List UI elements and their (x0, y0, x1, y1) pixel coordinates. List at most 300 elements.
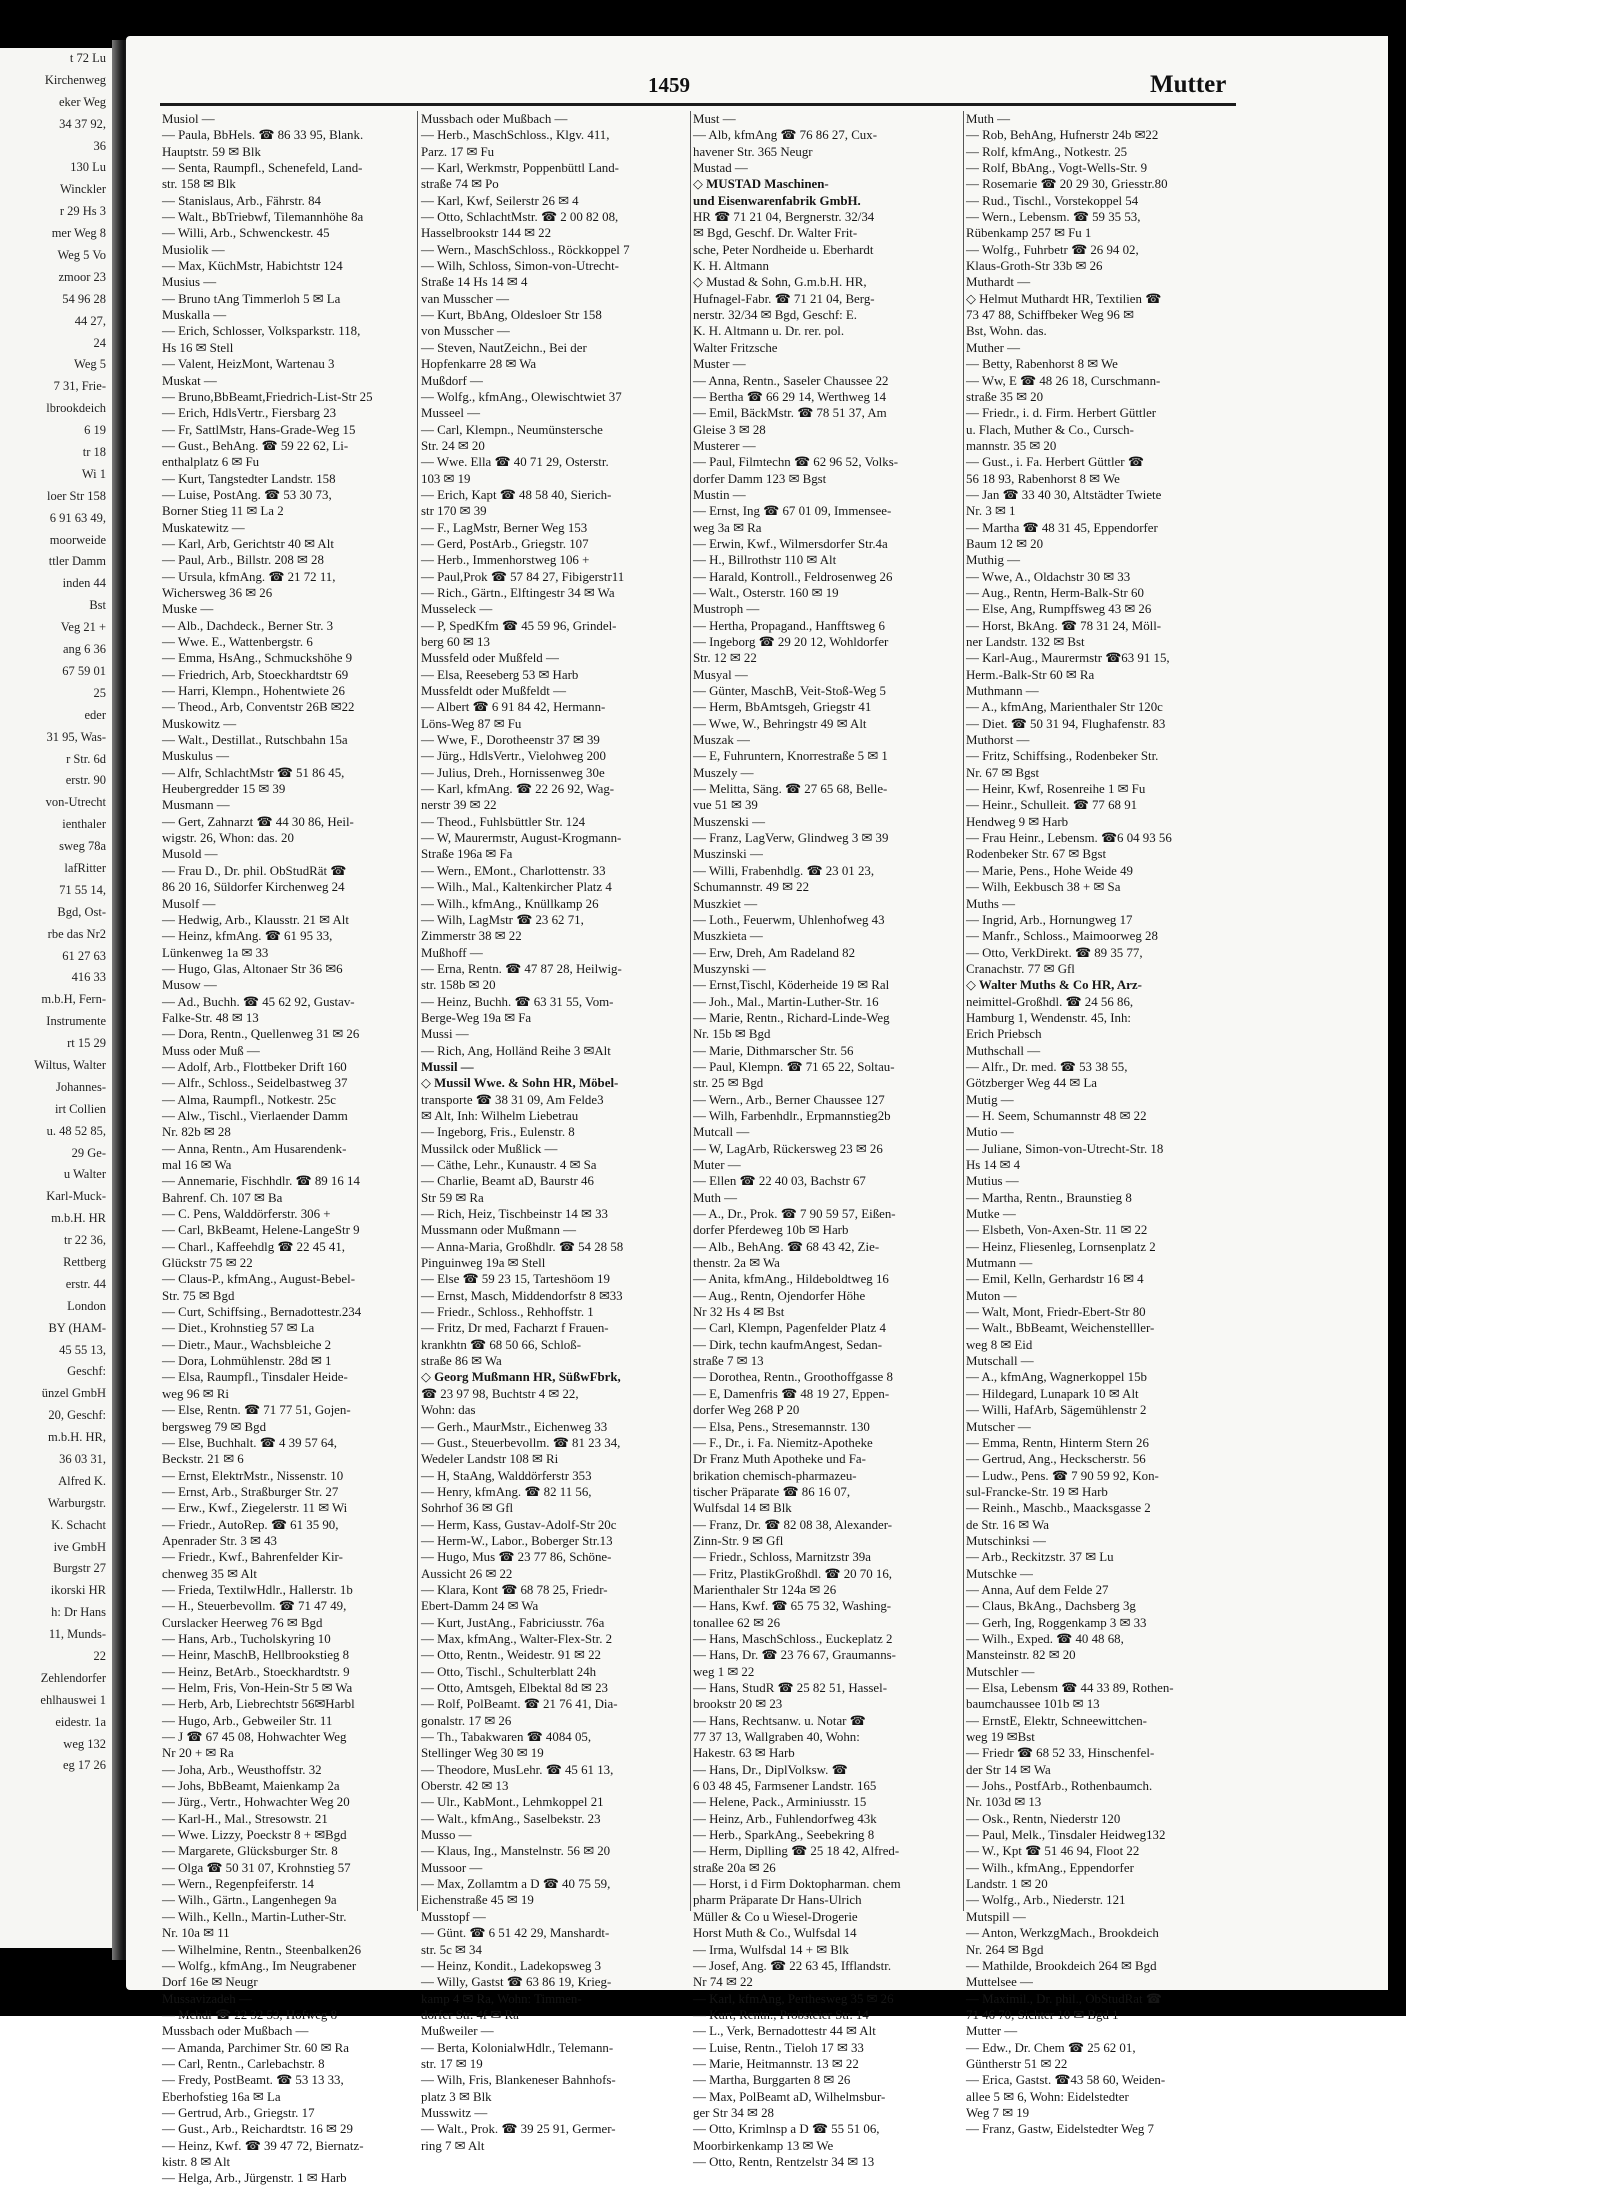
directory-entry: — Margarete, Glücksburger Str. 8 (162, 1844, 338, 1859)
directory-entry: Walter Fritzsche (693, 340, 778, 355)
directory-entry: — Dorothea, Rentn., Groothoffgasse 8 (693, 1370, 893, 1385)
directory-entry: Nr. 10a ✉ 11 (162, 1926, 230, 1941)
directory-entry: str 170 ✉ 39 (421, 504, 487, 519)
directory-entry: — Elsa, Reeseberg 53 ✉ Harb (421, 667, 579, 682)
directory-entry: — Luise, PostAng. ☎ 53 30 73, (162, 487, 332, 502)
directory-entry: — Hans, Arb., Tucholskyring 10 (162, 1631, 331, 1646)
directory-entry: Mussbach oder Mußbach — (421, 112, 568, 126)
directory-entry: — Diet. ☎ 50 31 94, Flughafenstr. 83 (966, 716, 1166, 731)
directory-entry: Mutschke — (966, 1566, 1033, 1581)
directory-entry: weg 8 ✉ Eid (966, 1337, 1033, 1352)
directory-entry: — Friedrich, Arb, Stoeckhardtstr 69 (162, 667, 349, 682)
directory-entry: Musswitz — (421, 2105, 488, 2120)
directory-entry: — Olga ☎ 50 31 07, Krohnstieg 57 (162, 1860, 351, 1875)
left-page-fragment: 44 27, (74, 313, 106, 328)
directory-entry: — Wolfg., Fuhrbetr ☎ 26 94 02, (966, 242, 1139, 257)
left-page-fragment: ienthaler (62, 817, 106, 832)
directory-entry: — Loth., Feuerwm, Uhlenhofweg 43 (693, 912, 885, 927)
directory-entry: — Ww, E ☎ 48 26 18, Curschmann- (966, 373, 1161, 388)
directory-entry: Hs 16 ✉ Stell (162, 340, 234, 355)
left-page-fragment: Bgd, Ost- (57, 904, 106, 919)
directory-entry: Str. 75 ✉ Bgd (162, 1288, 235, 1303)
directory-entry: str. 158 ✉ Blk (162, 177, 236, 192)
directory-entry: Hopfenkarre 28 ✉ Wa (421, 357, 537, 372)
directory-entry: — Theod., Fuhlsbüttler Str. 124 (421, 814, 586, 829)
directory-entry: — Karl, kfmAng, Perthesweg 35 ✉ 26 (693, 1991, 894, 2006)
directory-entry: Mustroph — (693, 602, 760, 617)
directory-entry: dorfer Pferdeweg 10b ✉ Harb (693, 1223, 849, 1238)
directory-entry: — Walt., BbTriebwf, Tilemannhöhe 8a (162, 210, 364, 225)
left-page-fragment: 6 19 (84, 423, 106, 438)
directory-entry: — Horst, BkAng. ☎ 78 31 24, Möll- (966, 618, 1162, 633)
directory-entry: chenweg 35 ✉ Alt (162, 1566, 257, 1581)
directory-entry: — Fritz, PlastikGroßhdl. ☎ 20 70 16, (693, 1566, 893, 1581)
directory-entry: — Heinr, MaschB, Hellbrookstieg 8 (162, 1648, 350, 1663)
directory-entry: — Johs, BbBeamt, Maienkamp 2a (162, 1779, 340, 1794)
directory-entry: — Kurt, JustAng., Fabriciusstr. 76a (421, 1615, 605, 1630)
directory-entry: Hakestr. 63 ✉ Harb (693, 1746, 795, 1761)
directory-entry: Schumannstr. 49 ✉ 22 (693, 880, 810, 895)
directory-entry: — Rolf, PolBeamt. ☎ 21 76 41, Dia- (421, 1697, 618, 1712)
directory-entry: straße 74 ✉ Po (421, 177, 499, 192)
directory-entry: — F., LagMstr, Berner Weg 153 (421, 520, 588, 535)
header-rule (160, 103, 1236, 106)
directory-entry: — Wilh, Fris, Blankeneser Bahnhofs- (421, 2073, 616, 2088)
directory-entry: brookstr 20 ✉ 23 (693, 1697, 783, 1712)
left-page-fragment: r 29 Hs 3 (59, 204, 106, 219)
directory-entry: — Curt, Schiffsing., Bernadottestr.234 (162, 1305, 362, 1320)
directory-entry: Mußhoff — (421, 945, 483, 960)
directory-entry: Baum 12 ✉ 20 (966, 536, 1044, 551)
directory-entry: — Herb, Arb, Liebrechtstr 56✉Harbl (162, 1697, 355, 1712)
directory-entry: van Musscher — (421, 291, 510, 306)
running-head: Mutter (1150, 71, 1227, 98)
directory-entry: — Otto, Tischl., Schulterblatt 24h (421, 1664, 597, 1679)
directory-entry: — Hugo, Glas, Altonaer Str 36 ✉6 (162, 961, 343, 976)
directory-entry: — Ludw., Pens. ☎ 7 90 59 92, Kon- (966, 1468, 1159, 1483)
directory-entry: str. 25 ✉ Bgd (693, 1076, 764, 1091)
directory-entry: weg 3a ✉ Ra (693, 520, 762, 535)
directory-entry: — H, StaAng, Walddörferstr 353 (421, 1468, 592, 1483)
directory-entry: — Otto, Rentn., Weidestr. 91 ✉ 22 (421, 1648, 601, 1663)
directory-entry: — Anna, Rentn., Am Husarendenk- (162, 1141, 347, 1156)
directory-entry: — Karl, kfmAng. ☎ 22 26 92, Wag- (421, 782, 615, 797)
directory-entry: Berge-Weg 19a ✉ Fa (421, 1010, 532, 1025)
directory-entry: — Wern., Arb., Berner Chaussee 127 (693, 1092, 885, 1107)
directory-entry: — Erw., Kwf., Ziegelerstr. 11 ✉ Wi (162, 1501, 348, 1516)
directory-entry: — Herm, BbAmtsgeh, Griegstr 41 (693, 700, 872, 715)
directory-entry: — Harri, Klempn., Hohentwiete 26 (162, 684, 345, 699)
directory-entry: — Anton, WerkzgMach., Brookdeich (966, 1926, 1159, 1941)
directory-entry: — Erich, Schlosser, Volksparkstr. 118, (162, 324, 361, 339)
directory-entry: — Herm, Diplling ☎ 25 18 42, Alfred- (693, 1844, 900, 1859)
left-page-fragment: Karl-Muck- (46, 1189, 106, 1204)
directory-entry: — Alw., Tischl., Vierlaender Damm (162, 1108, 348, 1123)
directory-entry: — Paul, Melk., Tinsdaler Heidweg132 (966, 1828, 1166, 1843)
directory-entry: Dr Franz Muth Apotheke und Fa- (693, 1452, 866, 1467)
directory-entry: Dorf 16e ✉ Neugr (162, 1975, 258, 1990)
directory-entry: — Arb., Reckitzstr. 37 ✉ Lu (966, 1550, 1114, 1565)
directory-entry: — Cäthe, Lehr., Kunaustr. 4 ✉ Sa (421, 1158, 597, 1172)
directory-entry: — Hertha, Propagand., Hanfftsweg 6 (693, 618, 885, 633)
directory-entry: Falke-Str. 48 ✉ 13 (162, 1010, 259, 1025)
directory-entry: — Franz, Gastw, Eidelstedter Weg 7 (966, 2122, 1154, 2137)
directory-entry: — Theodore, MusLehr. ☎ 45 61 13, (421, 1762, 614, 1777)
directory-entry: — F., Dr., i. Fa. Niemitz-Apotheke (693, 1435, 873, 1450)
directory-entry: — Wilh, Farbenhdlr., Erpmannstieg2b (693, 1108, 891, 1123)
directory-entry: Mustad — (693, 161, 748, 176)
left-page-fragment: loer Str 158 (46, 488, 106, 503)
directory-entry: — Walt, Mont, Friedr-Ebert-Str 80 (966, 1305, 1146, 1320)
directory-entry: Muskat — (162, 373, 217, 388)
directory-entry: nerstr. 32/34 ✉ Bgd, Geschf: E. (693, 308, 858, 323)
directory-entry: — Anna, Rentn., Saseler Chaussee 22 (693, 373, 889, 388)
left-page-fragment: rt 15 29 (67, 1036, 106, 1051)
directory-entry: ✉ Bgd, Geschf. Dr. Walter Frit- (693, 226, 858, 241)
directory-entry: tonallee 62 ✉ 26 (693, 1615, 781, 1630)
directory-entry: Musold — (162, 847, 218, 862)
directory-entry: — Mehdi ☎ 22 32 53, Hofweg 8 (162, 2007, 338, 2022)
directory-entry: Muskalla — (162, 308, 227, 323)
directory-entry: — Erich, HdlsVertr., Fiersbarg 23 (162, 406, 337, 421)
directory-entry: — Elsa, Raumpfl., Tinsdaler Heide- (162, 1370, 348, 1385)
directory-entry: — Willy, Gastst ☎ 63 86 19, Krieg- (421, 1975, 612, 1990)
directory-entry: — Claus, BkAng., Dachsberg 3g (966, 1599, 1136, 1614)
directory-entry: — E, Fuhruntern, Knorrestraße 5 ✉ 1 (693, 749, 888, 764)
directory-entry: — Rich., Gärtn., Elftingestr 34 ✉ Wa (421, 585, 615, 600)
directory-entry: Muss oder Muß — (162, 1043, 260, 1058)
directory-entry: — Frau Heinr., Lebensm. ☎6 04 93 56 (966, 831, 1172, 846)
directory-entry: — Herb., SparkAng., Seebekring 8 (693, 1828, 875, 1843)
directory-entry: — Otto, Rentn, Rentzelstr 34 ✉ 13 (693, 2154, 875, 2169)
directory-entry: — Günter, MaschB, Veit-Stoß-Weg 5 (693, 684, 886, 699)
directory-entry: Mutio — (966, 1125, 1014, 1140)
directory-entry: — Fritz, Dr med, Facharzt f Frauen- (421, 1321, 609, 1336)
directory-entry: — Edw., Dr. Chem ☎ 25 62 01, (966, 2040, 1136, 2055)
left-page-fragment: 31 95, Was- (46, 729, 106, 744)
left-page-fragment: 54 96 28 (62, 291, 106, 306)
directory-entry: — A., Dr., Prok. ☎ 7 90 59 57, Eißen- (693, 1207, 896, 1222)
directory-entry: — Heinr., Schulleit. ☎ 77 68 91 (966, 798, 1138, 813)
directory-entry: — H., Billrothstr 110 ✉ Alt (693, 553, 837, 568)
directory-entry: Muter — (693, 1158, 741, 1172)
page-number: 1459 (648, 73, 690, 97)
directory-entry: Nr. 67 ✉ Bgst (966, 765, 1040, 780)
directory-entry: — Wilh, LagMstr ☎ 23 62 71, (421, 912, 584, 927)
directory-entry: Nr 20 + ✉ Ra (162, 1746, 234, 1761)
directory-entry: Muszkiet — (693, 896, 758, 911)
directory-entry: — Marie, Dithmarscher Str. 56 (693, 1043, 854, 1058)
directory-entry: 71 46 70, Sichter 10 ✉ Bgd 1 (966, 2007, 1119, 2022)
directory-entry: Musolf — (162, 896, 216, 911)
column-divider (417, 111, 418, 1911)
directory-entry: — Heinz, Buchh. ☎ 63 31 55, Vom- (421, 994, 614, 1009)
directory-entry: — Gerh., MaurMstr., Eichenweg 33 (421, 1419, 608, 1434)
left-page-fragment: 11, Munds- (48, 1627, 106, 1642)
directory-entry: — Paul, Arb., Billstr. 208 ✉ 28 (162, 553, 324, 568)
directory-entry: — Willi, HafArb, Sägemühlenstr 2 (966, 1403, 1147, 1418)
directory-entry: — L., Verk, Bernadottestr 44 ✉ Alt (693, 2024, 876, 2039)
directory-entry: Mussfeld oder Mußfeld — (421, 651, 559, 666)
directory-entry: — Friedr., i. d. Firm. Herbert Güttler (966, 406, 1157, 421)
left-page-fragment: 61 27 63 (62, 948, 106, 963)
directory-entry: — Herb., MaschSchloss., Klgv. 411, (421, 128, 610, 143)
directory-entry: Sohrhof 36 ✉ Gfl (421, 1501, 514, 1516)
directory-entry: — Else, Buchhalt. ☎ 4 39 57 64, (162, 1435, 338, 1450)
directory-entry: Moorbirkenkamp 13 ✉ We (693, 2138, 834, 2153)
directory-entry: — Max, PolBeamt aD, Wilhelmsbur- (693, 2089, 886, 2104)
directory-entry: Musseel — (421, 406, 481, 421)
directory-entry: Mustin — (693, 487, 746, 502)
directory-entry: Nr 74 ✉ 22 (693, 1975, 753, 1990)
directory-entry: Cranachstr. 77 ✉ Gfl (966, 961, 1075, 976)
directory-entry: Hendweg 9 ✉ Harb (966, 814, 1069, 829)
directory-entry: — Luise, Rentn., Tieloh 17 ✉ 33 (693, 2040, 864, 2055)
directory-entry: — Friedr., Kwf., Bahrenfelder Kir- (162, 1550, 343, 1565)
directory-entry: Mussilck oder Mußlick — (421, 1141, 558, 1156)
directory-entry: dorfer Damm 123 ✉ Bgst (693, 471, 827, 486)
directory-entry: — Wilh., Gärtn., Langenhegen 9a (162, 1893, 337, 1908)
directory-entry: mal 16 ✉ Wa (162, 1158, 232, 1172)
directory-entry: — Wilh., Kelln., Martin-Luther-Str. (162, 1909, 347, 1924)
directory-entry: — Herb., Immenhorstweg 106 + (421, 553, 590, 568)
left-page-fragment: 24 (93, 335, 106, 350)
directory-entry: — Steven, NautZeichn., Bei der (421, 340, 587, 355)
directory-entry: Wichersweg 36 ✉ 26 (162, 585, 273, 600)
left-page-fragment: 34 37 92, (59, 116, 106, 131)
directory-entry: — Max, kfmAng., Walter-Flex-Str. 2 (421, 1631, 613, 1646)
directory-entry: — Otto, Amtsgeh, Elbektal 8d ✉ 23 (421, 1681, 608, 1695)
directory-entry: 56 18 93, Rabenhorst 8 ✉ We (966, 471, 1120, 486)
left-page-fragment: Johannes- (56, 1079, 106, 1094)
directory-entry: — Dora, Lohmühlenstr. 28d ✉ 1 (162, 1354, 332, 1369)
left-page-fragment: r Str. 6d (66, 751, 106, 766)
directory-entry: Zinn-Str. 9 ✉ Gfl (693, 1533, 784, 1548)
directory-entry: Nr. 82b ✉ 28 (162, 1125, 231, 1140)
directory-entry: — Karl, Kwf, Seilerstr 26 ✉ 4 (421, 193, 579, 208)
left-page-fragment: u. 48 52 85, (46, 1123, 106, 1138)
left-page-fragment: ive GmbH (53, 1539, 106, 1554)
directory-entry: — Helga, Arb., Jürgenstr. 1 ✉ Harb (162, 2171, 347, 2186)
directory-entry: — Ellen ☎ 22 40 03, Bachstr 67 (693, 1174, 866, 1189)
directory-entry: — Wern., EMont., Charlottenstr. 33 (421, 863, 606, 878)
directory-entry: Löns-Weg 87 ✉ Fu (421, 716, 522, 731)
directory-entry: weg 19 ✉Bst (966, 1730, 1035, 1745)
left-page-fragment: tr 22 36, (63, 1233, 106, 1248)
directory-entry: Muttelsee — (966, 1975, 1033, 1990)
directory-entry: Mutscher — (966, 1419, 1031, 1434)
directory-entry: — Anna, Auf dem Felde 27 (966, 1582, 1109, 1597)
directory-entry: Mussfeldt oder Mußfeldt — (421, 684, 567, 699)
left-page-fragment: tr 18 (82, 445, 106, 460)
directory-entry: — Else, Rentn. ☎ 71 77 51, Gojen- (162, 1403, 351, 1418)
directory-entry: — Ursula, kfmAng. ☎ 21 72 11, (162, 569, 336, 584)
directory-entry: straße 20a ✉ 26 (693, 1860, 776, 1875)
directory-entry: Straße 196a ✉ Fa (421, 847, 513, 862)
directory-entry: straße 35 ✉ 20 (966, 389, 1044, 404)
directory-entry: — Heinz, Fliesenleg, Lornsenplatz 2 (966, 1239, 1156, 1254)
directory-entry: havener Str. 365 Neugr (693, 144, 813, 159)
directory-entry: — Karl, Arb, Gerichtstr 40 ✉ Alt (162, 536, 334, 551)
directory-entry: ◇ Helmut Muthardt HR, Textilien ☎ (966, 291, 1162, 306)
directory-entry: — Wolfg., kfmAng., Olewischtwiet 37 (421, 389, 622, 404)
directory-entry: — W, LagArb, Rückersweg 23 ✉ 26 (693, 1141, 883, 1156)
directory-entry: — Alb., Dachdeck., Berner Str. 3 (162, 618, 334, 633)
directory-entry: — Friedr., Schloss., Rehhoffstr. 1 (421, 1305, 594, 1320)
left-page-fragment: Kirchenweg (44, 72, 106, 87)
directory-entry: sul-Francke-Str. 19 ✉ Harb (966, 1484, 1108, 1499)
directory-entry: — Rosemarie ☎ 20 29 30, Griesstr.80 (966, 177, 1168, 192)
directory-entry: — Wolfg., kfmAng., Im Neugrabener (162, 1958, 357, 1973)
directory-entry: Herm.-Balk-Str 60 ✉ Ra (966, 667, 1095, 682)
directory-entry: — Valent, HeizMont, Wartenau 3 (162, 357, 335, 372)
directory-entry: brikation chemisch-pharmazeu- (693, 1468, 857, 1483)
directory-entry: — Hans, Rechtsanw. u. Notar ☎ (693, 1713, 866, 1728)
directory-entry: — Kurt, Rentn., Probsteier Str. 14 (693, 2007, 869, 2022)
left-page-fragment: ehlhauswei 1 (40, 1692, 106, 1707)
directory-entry: — Bertha ☎ 66 29 14, Werthweg 14 (693, 389, 887, 404)
directory-entry: nerstr 39 ✉ 22 (421, 798, 497, 813)
directory-entry: Götzberger Weg 44 ✉ La (966, 1076, 1097, 1091)
directory-entry: Mutter — (966, 2024, 1018, 2039)
directory-entry: — Paul, Filmtechn ☎ 62 96 52, Volks- (693, 455, 899, 470)
directory-entry: mannstr. 35 ✉ 20 (966, 438, 1057, 453)
directory-entry: — Bruno tAng Timmerloh 5 ✉ La (162, 291, 341, 306)
directory-entry: — Carl, Klempn, Pagenfelder Platz 4 (693, 1321, 886, 1336)
directory-entry: — Wilh, Schloss, Simon-von-Utrecht- (421, 259, 619, 274)
left-page-fragment: Bst (89, 598, 106, 613)
directory-entry: allee 5 ✉ 6, Wohn: Eidelstedter (966, 2089, 1129, 2104)
directory-entry: Musiolik — (162, 242, 225, 257)
left-page-fragment: Weg 5 Vo (57, 248, 106, 263)
directory-entry: Nr. 264 ✉ Bgd (966, 1942, 1044, 1957)
left-page-fragment: 71 55 14, (59, 882, 106, 897)
directory-entry: — Wwe. Lizzy, Poeckstr 8 + ✉Bgd (162, 1828, 347, 1843)
directory-entry: weg 1 ✉ 22 (693, 1664, 755, 1679)
directory-entry: — Aug., Rentn, Herm-Balk-Str 60 (966, 585, 1144, 600)
directory-entry: Mansteinstr. 82 ✉ 20 (966, 1648, 1076, 1663)
directory-entry: Muthmann — (966, 684, 1039, 699)
directory-entry: — Otto, VerkDirekt. ☎ 89 35 77, (966, 945, 1143, 960)
directory-entry: — C. Pens, Walddörferstr. 306 + (162, 1207, 331, 1222)
directory-entry: — Frieda, TextilwHdlr., Hallerstr. 1b (162, 1582, 353, 1597)
directory-entry: ◇ Georg Mußmann HR, SüßwFbrk, (421, 1370, 621, 1385)
directory-entry: Musiol — (162, 112, 215, 126)
left-page-fragment: h: Dr Hans (51, 1605, 106, 1620)
directory-entry: — Marie, Pens., Hohe Weide 49 (966, 863, 1133, 878)
directory-entry: Aussicht 26 ✉ 22 (421, 1566, 513, 1581)
directory-entry: — Harald, Kontroll., Feldrosenweg 26 (693, 569, 893, 584)
directory-entry: — Maximil., Dr. phil., ObStudRat ☎ (966, 1991, 1162, 2006)
directory-entry: — Martha, Burggarten 8 ✉ 26 (693, 2073, 851, 2088)
directory-entry: Mussbach oder Mußbach — (162, 2024, 309, 2039)
directory-entry: — A., kfmAng, Wagnerkoppel 15b (966, 1370, 1147, 1385)
directory-entry: — Erwin, Kwf., Wilmersdorfer Str.4a (693, 536, 888, 551)
directory-entry: — Franz, LagVerw, Glindweg 3 ✉ 39 (693, 831, 889, 846)
directory-entry: Güntherstr 51 ✉ 22 (966, 2056, 1068, 2071)
directory-entry: HR ☎ 71 21 04, Bergnerstr. 32/34 (693, 210, 875, 225)
directory-entry: berg 60 ✉ 13 (421, 635, 490, 649)
left-page-fragment: eidestr. 1a (55, 1714, 106, 1729)
directory-entry: — Emma, Rentn, Hinterm Stern 26 (966, 1435, 1149, 1450)
directory-entry: — Theod., Arb, Conventstr 26B ✉22 (162, 700, 355, 715)
directory-entry: — Kurt, Tangstedter Landstr. 158 (162, 471, 336, 486)
left-page-fragment: London (67, 1298, 106, 1313)
directory-entry: Musterer — (693, 438, 756, 453)
directory-entry: — Wwe, F., Dorotheenstr 37 ✉ 39 (421, 733, 600, 748)
directory-entry: — Paul, Klempn. ☎ 71 65 22, Soltau- (693, 1059, 895, 1074)
directory-entry: Bst, Wohn. das. (966, 324, 1047, 339)
directory-entry: Muthig — (966, 553, 1021, 568)
directory-entry: — Carl, BkBeamt, Helene-LangeStr 9 (162, 1223, 360, 1238)
directory-entry: Lünkenweg 1a ✉ 33 (162, 945, 269, 960)
directory-entry: Str 59 ✉ Ra (421, 1190, 484, 1205)
directory-entry: — Rolf, BbAng., Vogt-Wells-Str. 9 (966, 161, 1148, 176)
directory-entry: pharm Präparate Dr Hans-Ulrich (693, 1893, 862, 1908)
directory-entry: — Elsbeth, Von-Axen-Str. 11 ✉ 22 (966, 1223, 1148, 1238)
directory-entry: — Marie, Heitmannstr. 13 ✉ 22 (693, 2056, 859, 2071)
directory-entry: — Henry, kfmAng. ☎ 82 11 56, (421, 1484, 592, 1499)
directory-entry: — Fritz, Schiffsing., Rodenbeker Str. (966, 749, 1159, 764)
directory-entry: — Gust., Arb., Reichardtstr. 16 ✉ 29 (162, 2122, 353, 2137)
directory-entry: Muth — (693, 1190, 738, 1205)
left-page-fragment: u Walter (63, 1167, 106, 1182)
directory-entry: enthalplatz 6 ✉ Fu (162, 455, 260, 470)
directory-entry: Oberstr. 42 ✉ 13 (421, 1779, 509, 1794)
directory-entry: — Walt., Prok. ☎ 39 25 91, Germer- (421, 2122, 616, 2137)
left-page-fragment: Zehlendorfer (40, 1670, 106, 1685)
directory-entry: — Joha, Arb., Weusthoffstr. 32 (162, 1762, 322, 1777)
directory-entry: — Alb, kfmAng ☎ 76 86 27, Cux- (693, 128, 877, 143)
left-page-fragment: 7 31, Frie- (53, 379, 106, 394)
directory-entry: — Erw, Dreh, Am Radeland 82 (693, 945, 856, 960)
directory-entry: — Alb., BehAng. ☎ 68 43 42, Zie- (693, 1239, 880, 1254)
directory-entry: — Wilh., Exped. ☎ 40 48 68, (966, 1631, 1124, 1646)
directory-entry: K. H. Altmann u. Dr. rer. pol. (693, 324, 845, 339)
directory-entry: — Wilh, Eekbusch 38 + ✉ Sa (966, 880, 1121, 895)
directory-entry: — Willi, Frabenhdlg. ☎ 23 01 23, (693, 863, 875, 878)
directory-entry: — Karl-H., Mal., Stresowstr. 21 (162, 1811, 328, 1826)
directory-entry: ring 7 ✉ Alt (421, 2138, 485, 2153)
directory-entry: — Heinz, BetArb., Stoeckhardtstr. 9 (162, 1664, 350, 1679)
directory-entry: — Rud., Tischl., Vorstekoppel 54 (966, 193, 1139, 208)
directory-entry: — Elsa, Pens., Stresemannstr. 130 (693, 1419, 870, 1434)
directory-entry: — Wilh., Mal., Kaltenkircher Platz 4 (421, 880, 612, 895)
directory-entry: — Elsa, Lebensm ☎ 44 33 89, Rothen- (966, 1681, 1174, 1695)
directory-entry: — Paul,Prok ☎ 57 84 27, Fibigerstr11 (421, 569, 625, 584)
directory-entry: Straße 14 Hs 14 ✉ 4 (421, 275, 528, 290)
left-page-fragment: lbrookdeich (46, 401, 106, 416)
directory-entry: ner Landstr. 132 ✉ Bst (966, 635, 1085, 649)
directory-entry: Hs 14 ✉ 4 (966, 1158, 1021, 1172)
directory-entry: Parz. 17 ✉ Fu (421, 144, 495, 159)
directory-entry: — Hans, StudR ☎ 25 82 51, Hassel- (693, 1681, 888, 1695)
left-page-fragment: m.b.H, Fern- (41, 992, 106, 1007)
directory-entry: — Emma, HsAng., Schmuckshöhe 9 (162, 651, 353, 666)
directory-entry: — Martha, Rentn., Braunstieg 8 (966, 1190, 1132, 1205)
directory-entry: — Berta, KolonialwHdlr., Telemann- (421, 2040, 614, 2055)
directory-entry: — Carl, Rentn., Carlebachstr. 8 (162, 2056, 325, 2071)
left-page-fragment: Warburgstr. (47, 1495, 106, 1510)
directory-entry: Hasselbrookstr 144 ✉ 22 (421, 226, 552, 241)
directory-entry: — Joh., Mal., Martin-Luther-Str. 16 (693, 994, 879, 1009)
left-page-fragment: m.b.H. HR (51, 1211, 106, 1226)
directory-entry: K. H. Altmann (693, 259, 769, 274)
directory-entry: 73 47 88, Schiffbeker Weg 96 ✉ (966, 308, 1134, 323)
directory-entry: de Str. 16 ✉ Wa (966, 1517, 1049, 1532)
directory-entry: Muske — (162, 602, 214, 617)
directory-entry: Musmann — (162, 798, 230, 813)
